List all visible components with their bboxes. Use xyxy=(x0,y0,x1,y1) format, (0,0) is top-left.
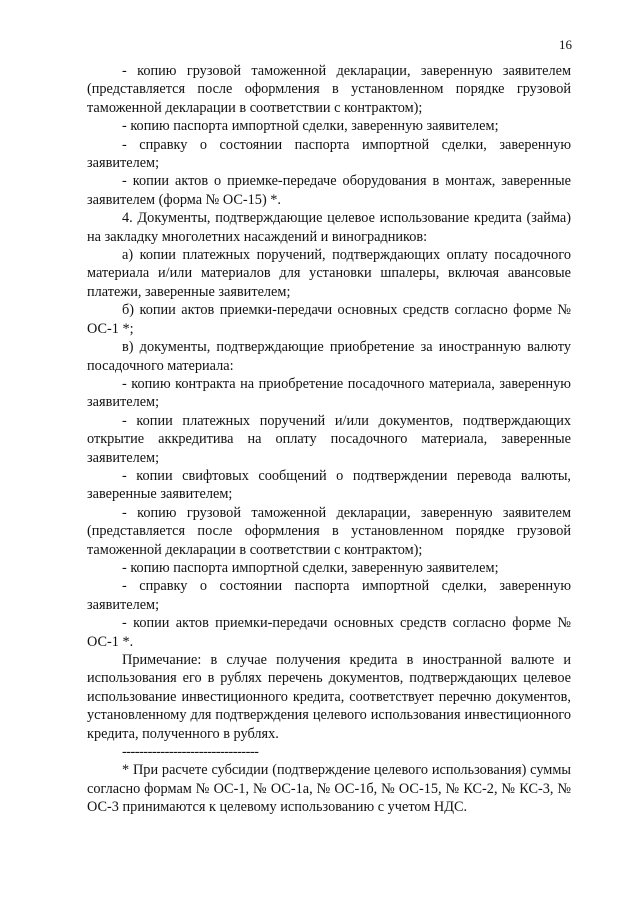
paragraph-import-passport-status-2: - справку о состоянии паспорта импортной сделки, заверенную заявителем; xyxy=(87,578,571,613)
paragraph-item-b: б) копии актов приемки-передачи основных средств согласно форме № ОС-1 *; xyxy=(87,302,571,337)
paragraph-import-passport-copy-2: - копию паспорта импортной сделки, заверенную заявителем; xyxy=(122,559,499,576)
page-number: 16 xyxy=(559,37,572,52)
paragraph-item-v: в) документы, подтверждающие приобретение за иностранную валюту посадочного материала: xyxy=(87,339,571,374)
paragraph-section-4-heading: 4. Документы, подтверждающие целевое использование кредита (займа) на закладку многолетних насаждений и виноградников: xyxy=(87,210,571,245)
footnote: * При расчете субсидии (подтверждение целевого использования) суммы согласно формам № ОС-1, № ОС-1а, № ОС-1б, № ОС-15, № КС-2, № КС-3, № ОС-3 принимаются к целевому использованию с учетом НДС. xyxy=(87,762,571,816)
paragraph-item-a: а) копии платежных поручений, подтверждающих оплату посадочного материала и/или материалов для установки шпалеры, включая авансовые платежи, заверенные заявителем; xyxy=(87,247,571,300)
paragraph-import-passport-copy: - копию паспорта импортной сделки, заверенную заявителем; xyxy=(122,118,499,135)
paragraph-payment-orders: - копии платежных поручений и/или документов, подтверждающих открытие аккредитива на оплату посадочного материала, заверенные заявителем; xyxy=(87,412,571,466)
paragraph-os1-acts: - копии актов приемки-передачи основных средств согласно форме № ОС-1 *. xyxy=(87,615,571,650)
paragraph-os15-acts: - копии актов о приемке-передаче оборудования в монтаж, заверенные заявителем (форма № ОС-15) *. xyxy=(87,173,571,208)
paragraph-import-passport-status: - справку о состоянии паспорта импортной сделки, заверенную заявителем; xyxy=(87,136,571,172)
footnote-separator: -------------------------------- xyxy=(122,744,259,761)
paragraph-gtd-copy: - копию грузовой таможенной декларации, заверенную заявителем (представляется после оформления в установленном порядке грузовой таможенной декларации в соответствии с контрактом); xyxy=(87,63,571,116)
paragraph-contract-copy: - копию контракта на приобретение посадочного материала, заверенную заявителем; xyxy=(87,375,571,411)
paragraph-swift-messages: - копии свифтовых сообщений о подтверждении перевода валюты, заверенные заявителем; xyxy=(87,467,571,503)
document-body xyxy=(87,62,571,817)
paragraph-note: Примечание: в случае получения кредита в иностранной валюте и использования его в рублях перечень документов, подтверждающих целевое использование инвестиционного кредита, соответствует перечню документов, установленному для подтверждения целевого использования инвестиционного кредита, полученного в рублях. xyxy=(87,652,571,742)
paragraph-gtd-copy-2: - копию грузовой таможенной декларации, заверенную заявителем (представляется после оформления в установленном порядке грузовой таможенной декларации в соответствии с контрактом); xyxy=(87,504,571,558)
